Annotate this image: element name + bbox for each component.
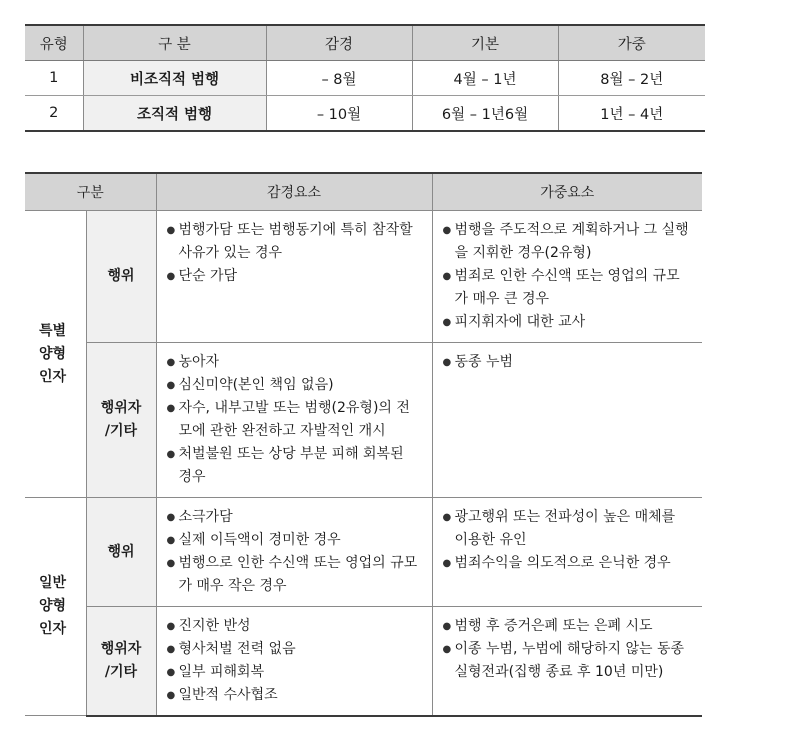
table-row	[25, 607, 702, 716]
list-item	[167, 529, 422, 552]
list-item	[443, 351, 693, 374]
mitigated-cell: – 8월	[266, 61, 412, 96]
bullet-icon: ●	[166, 380, 176, 391]
aggravated-cell: 8월 – 2년	[558, 61, 705, 96]
bullet-icon: ●	[442, 271, 452, 282]
factor-type-label	[86, 607, 156, 716]
type-label-line: 행위자	[100, 400, 142, 416]
list-item	[167, 661, 422, 684]
list-item	[167, 506, 422, 529]
bullet-icon: ●	[442, 621, 452, 632]
aggravating-cell	[432, 343, 702, 498]
factor-text: 처벌불원 또는 상당 부분 피해 회복된 경우	[178, 446, 404, 485]
list-item	[167, 443, 422, 489]
bullet-icon: ●	[442, 357, 452, 368]
factor-text: 자수, 내부고발 또는 범행(2유형)의 전모에 관한 완전하고 자발적인 개시	[178, 400, 410, 439]
factor-text: 범행가담 또는 범행동기에 특히 참작할 사유가 있는 경우	[178, 222, 413, 261]
factor-group-label	[25, 498, 86, 716]
list-item	[167, 397, 422, 443]
col-aggravated-header: 가중	[558, 25, 705, 61]
bullet-icon: ●	[166, 621, 176, 632]
factor-text: 범행을 주도적으로 계획하거나 그 실행을 지휘한 경우(2유형)	[454, 222, 689, 261]
list-item	[443, 552, 693, 575]
type-cell: 2	[25, 96, 83, 132]
list-item	[167, 219, 422, 265]
group-label-line: 양형	[39, 598, 67, 614]
list-item	[167, 638, 422, 661]
factor-text: 단순 가담	[178, 268, 238, 284]
list-item	[167, 552, 422, 598]
list-item	[167, 615, 422, 638]
factor-text: 실제 이득액이 경미한 경우	[178, 532, 341, 548]
factor-text: 일부 피해회복	[178, 664, 265, 680]
bullet-icon: ●	[166, 449, 176, 460]
factor-text: 농아자	[178, 354, 220, 370]
category-cell: 조직적 범행	[83, 96, 266, 132]
category-header: 구분	[25, 173, 156, 211]
list-item	[443, 311, 693, 334]
group-label-line: 일반	[39, 575, 67, 591]
factor-text: 심신미약(본인 책임 없음)	[178, 377, 334, 393]
basic-cell: 6월 – 1년6월	[412, 96, 558, 132]
type-label-line: /기타	[104, 423, 138, 439]
mitigating-cell	[156, 343, 432, 498]
aggravated-cell: 1년 – 4년	[558, 96, 705, 132]
mitigating-cell	[156, 498, 432, 607]
list-item	[167, 351, 422, 374]
bullet-icon: ●	[166, 535, 176, 546]
factor-type-label	[86, 498, 156, 607]
list-item	[443, 265, 693, 311]
bullet-icon: ●	[166, 558, 176, 569]
bullet-icon: ●	[442, 644, 452, 655]
factor-text: 일반적 수사협조	[178, 687, 278, 703]
type-label-line: 행위	[107, 543, 135, 560]
list-item	[443, 506, 693, 552]
factor-text: 범행으로 인한 수신액 또는 영업의 규모가 매우 작은 경우	[178, 555, 418, 594]
col-category-header: 구 분	[83, 25, 266, 61]
factor-text: 소극가담	[178, 509, 233, 525]
mitigating-cell	[156, 607, 432, 716]
bullet-icon: ●	[166, 644, 176, 655]
bullet-icon: ●	[442, 512, 452, 523]
table-row	[25, 211, 702, 343]
sentencing-range-table	[25, 24, 705, 132]
factor-group-label	[25, 211, 86, 498]
bullet-icon: ●	[166, 225, 176, 236]
factor-text: 동종 누범	[454, 354, 514, 370]
table-row	[25, 343, 702, 498]
factor-text: 범죄로 인한 수신액 또는 영업의 규모가 매우 큰 경우	[454, 268, 680, 307]
group-label-line: 양형	[39, 345, 67, 362]
list-item	[443, 638, 693, 684]
mitigating-header: 감경요소	[156, 173, 432, 211]
bullet-icon: ●	[166, 357, 176, 368]
bullet-icon: ●	[442, 317, 452, 328]
table-row	[25, 96, 705, 132]
aggravating-cell	[432, 607, 702, 716]
aggravating-header: 가중요소	[432, 173, 702, 211]
sentencing-factors-table	[25, 172, 702, 717]
table-header-row	[25, 25, 705, 61]
mitigated-cell: – 10월	[266, 96, 412, 132]
type-label-line: 행위자	[100, 640, 142, 657]
type-label-line: 행위	[107, 268, 135, 284]
bullet-icon: ●	[166, 512, 176, 523]
aggravating-cell	[432, 498, 702, 607]
factor-text: 이종 누범, 누범에 해당하지 않는 동종 실형전과(집행 종료 후 10년 미만)	[454, 641, 685, 680]
category-cell: 비조직적 범행	[83, 61, 266, 96]
factor-text: 광고행위 또는 전파성이 높은 매체를 이용한 유인	[454, 509, 676, 548]
mitigating-cell	[156, 211, 432, 343]
factor-type-label	[86, 211, 156, 343]
list-item	[167, 684, 422, 707]
factor-text: 진지한 반성	[178, 618, 251, 634]
list-item	[167, 374, 422, 397]
bullet-icon: ●	[166, 690, 176, 701]
factor-text: 범죄수익을 의도적으로 은닉한 경우	[454, 555, 671, 571]
list-item	[443, 615, 693, 638]
factor-text: 범행 후 증거은폐 또는 은폐 시도	[454, 618, 653, 634]
group-label-line: 인자	[39, 368, 67, 385]
col-basic-header: 기본	[412, 25, 558, 61]
group-label-line: 인자	[39, 621, 67, 637]
table-row	[25, 61, 705, 96]
table-row	[25, 498, 702, 607]
type-cell: 1	[25, 61, 83, 96]
bullet-icon: ●	[442, 558, 452, 569]
bullet-icon: ●	[166, 403, 176, 414]
aggravating-cell	[432, 211, 702, 343]
bullet-icon: ●	[166, 271, 176, 282]
factor-text: 피지휘자에 대한 교사	[454, 314, 586, 330]
bullet-icon: ●	[166, 667, 176, 678]
basic-cell: 4월 – 1년	[412, 61, 558, 96]
col-type-header: 유형	[25, 25, 83, 61]
group-label-line: 특별	[39, 322, 67, 339]
factor-text: 형사처벌 전력 없음	[178, 641, 296, 657]
type-label-line: /기타	[104, 663, 138, 680]
col-mitigated-header: 감경	[266, 25, 412, 61]
table-header-row	[25, 173, 702, 211]
list-item	[443, 219, 693, 265]
bullet-icon: ●	[442, 225, 452, 236]
factor-type-label	[86, 343, 156, 498]
list-item	[167, 265, 422, 288]
